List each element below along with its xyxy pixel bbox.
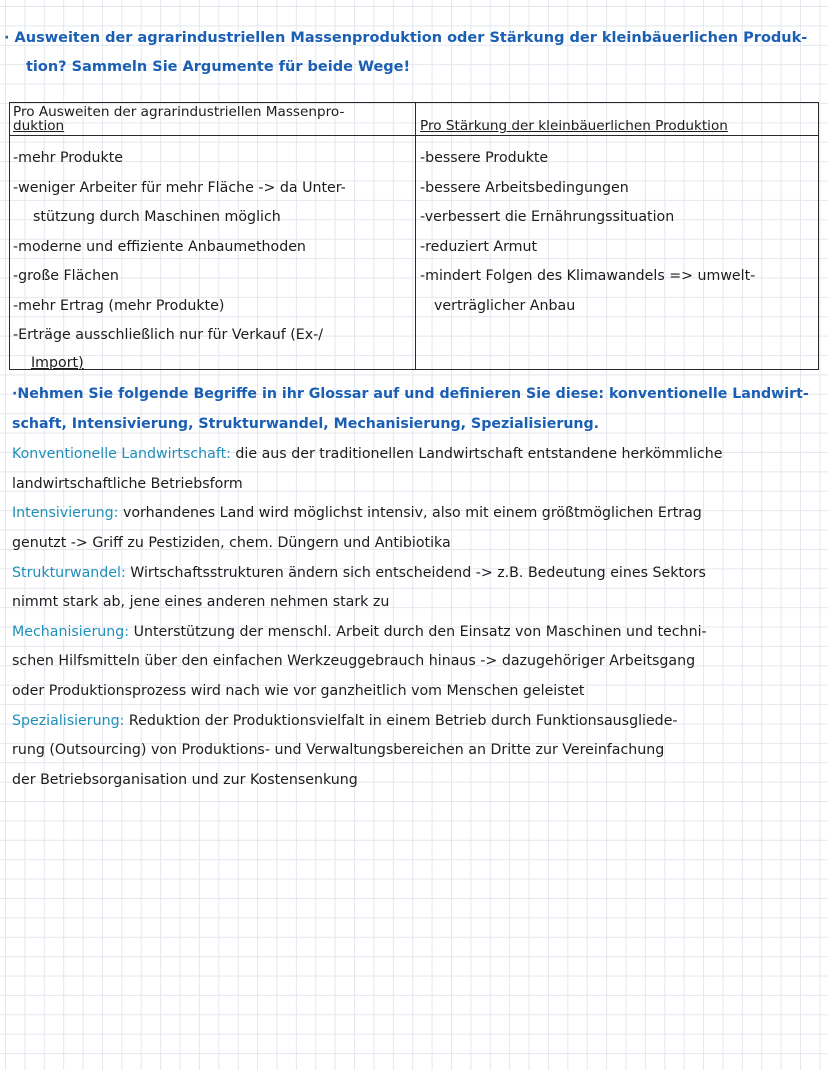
list-item: -mehr Ertrag (mehr Produkte) (13, 298, 225, 314)
definition-text: Unterstützung der menschl. Arbeit durch den Einsatz von Maschinen und techni- (129, 624, 707, 640)
table-header-rule (10, 135, 818, 136)
definition-strukturwandel (12, 563, 706, 583)
left-header-line: Pro Ausweiten der agrarindustriellen Massenpro- (13, 104, 345, 120)
right-header: Pro Stärkung der kleinbäuerlichen Produktion (420, 118, 728, 134)
definition-text: schen Hilfsmitteln über den einfachen Werkzeuggebrauch hinaus -> dazugehöriger Arbeitsgang (12, 653, 696, 669)
list-item: verträglicher Anbau (434, 298, 576, 314)
definition-text: nimmt stark ab, jene eines anderen nehmen stark zu (12, 594, 390, 610)
definition-intensivierung (12, 503, 702, 523)
table-divider (415, 103, 416, 369)
definition-text: der Betriebsorganisation und zur Kostensenkung (12, 772, 358, 788)
list-item: -reduziert Armut (420, 239, 538, 255)
task-2-line: schaft, Intensivierung, Strukturwandel, Mechanisierung, Spezialisierung. (12, 416, 600, 432)
definition-text: vorhandenes Land wird möglichst intensiv, also mit einem größtmöglichen Ertrag (118, 505, 702, 521)
task-2-line: ·Nehmen Sie folgende Begriffe in ihr Glossar auf und definieren Sie diese: konventionelle Landwirt- (12, 386, 809, 402)
definition-text: rung (Outsourcing) von Produktions- und Verwaltungsbereichen an Dritte zur Vereinfachung (12, 742, 665, 758)
definition-text: die aus der traditionellen Landwirtschaft entstandene herkömmliche (230, 446, 723, 462)
definition-term: Spezialisierung: (12, 713, 125, 729)
definition-konventionelle-landwirtschaft (12, 444, 722, 464)
definition-spezialisierung (12, 711, 678, 731)
definition-term: Mechanisierung: (12, 624, 130, 640)
definition-text: oder Produktionsprozess wird nach wie vor ganzheitlich vom Menschen geleistet (12, 683, 585, 699)
list-item: -Erträge ausschließlich nur für Verkauf (Ex-/ (13, 327, 324, 343)
list-item: -weniger Arbeiter für mehr Fläche -> da Unter- (13, 180, 346, 196)
list-item: -mehr Produkte (13, 150, 124, 166)
definition-mechanisierung (12, 622, 707, 642)
definition-text: landwirtschaftliche Betriebsform (12, 476, 243, 492)
list-item: -moderne und effiziente Anbaumethoden (13, 239, 306, 255)
task-1-line: tion? Sammeln Sie Argumente für beide Wege! (26, 59, 411, 75)
list-item: -bessere Arbeitsbedingungen (420, 180, 629, 196)
list-item: -mindert Folgen des Klimawandels => umwelt- (420, 268, 756, 284)
definition-text: Reduktion der Produktionsvielfalt in einem Betrieb durch Funktionsausgliede- (124, 713, 678, 729)
definition-term: Strukturwandel: (12, 565, 126, 581)
definition-text: Wirtschaftsstrukturen ändern sich entscheidend -> z.B. Bedeutung eines Sektors (125, 565, 706, 581)
left-header-line: duktion (13, 118, 65, 134)
list-item: stützung durch Maschinen möglich (33, 209, 281, 225)
definition-term: Konventionelle Landwirtschaft: (12, 446, 231, 462)
list-item: -verbessert die Ernährungssituation (420, 209, 675, 225)
definition-text: genutzt -> Griff zu Pestiziden, chem. Düngern und Antibiotika (12, 535, 451, 551)
list-item: -bessere Produkte (420, 150, 549, 166)
list-item: -große Flächen (13, 268, 119, 284)
definition-term: Intensivierung: (12, 505, 119, 521)
task-1-line: · Ausweiten der agrarindustriellen Massenproduktion oder Stärkung der kleinbäuerlichen Produk- (4, 30, 808, 46)
list-item: Import) (31, 355, 84, 371)
argument-table (9, 102, 819, 370)
